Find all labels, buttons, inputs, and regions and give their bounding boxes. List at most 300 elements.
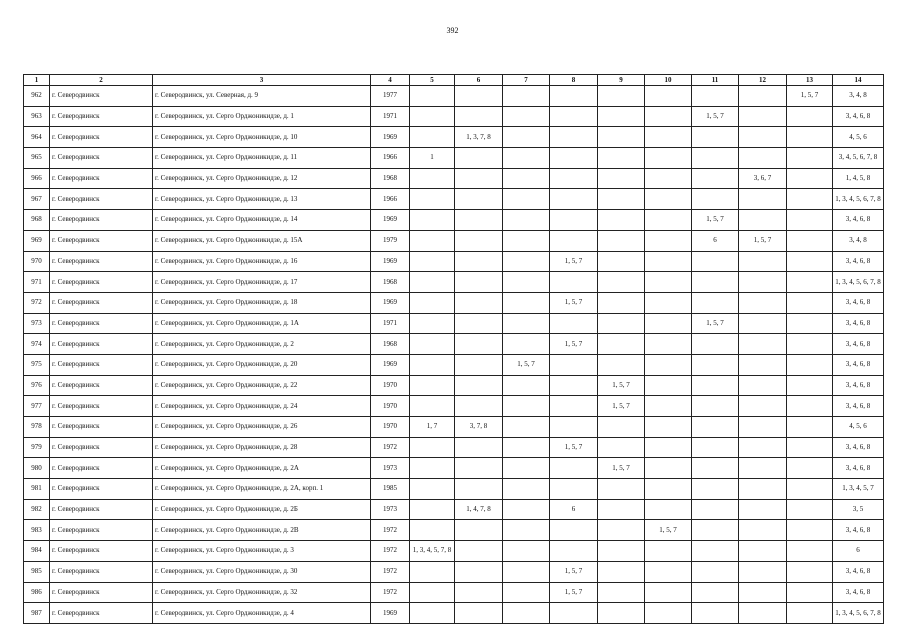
column-header: 4 <box>371 75 410 86</box>
table-cell <box>550 313 598 334</box>
table-cell <box>598 106 645 127</box>
table-cell: 984 <box>24 541 50 562</box>
table-cell <box>503 148 550 169</box>
table-cell: 3, 4, 6, 8 <box>833 437 884 458</box>
table-cell: г. Северодвинск <box>50 541 153 562</box>
table-cell <box>598 313 645 334</box>
table-cell <box>692 189 739 210</box>
table-row <box>24 313 884 334</box>
table-cell <box>598 354 645 375</box>
column-header: 7 <box>503 75 550 86</box>
table-row <box>24 354 884 375</box>
table-cell: г. Северодвинск, ул. Серго Орджоникидзе, д. 2А <box>153 458 371 479</box>
table-cell: 4, 5, 6 <box>833 127 884 148</box>
table-cell <box>598 230 645 251</box>
table-cell: г. Северодвинск <box>50 582 153 603</box>
table-cell <box>455 437 503 458</box>
table-cell: г. Северодвинск, ул. Серго Орджоникидзе, д. 10 <box>153 127 371 148</box>
table-cell <box>645 210 692 231</box>
table-cell: г. Северодвинск, ул. Серго Орджоникидзе, д. 17 <box>153 272 371 293</box>
table-row <box>24 582 884 603</box>
table-cell: 986 <box>24 582 50 603</box>
table-cell <box>550 603 598 624</box>
table-cell <box>503 499 550 520</box>
column-header: 8 <box>550 75 598 86</box>
table-cell <box>692 272 739 293</box>
table-cell <box>739 272 787 293</box>
table-cell <box>503 334 550 355</box>
table-cell <box>598 86 645 107</box>
table-cell <box>739 148 787 169</box>
table-cell: 4, 5, 6 <box>833 417 884 438</box>
table-cell: 975 <box>24 354 50 375</box>
table-cell <box>550 520 598 541</box>
table-cell: 1, 3, 4, 5, 6, 7, 8 <box>833 603 884 624</box>
table-cell: г. Северодвинск <box>50 479 153 500</box>
table-header <box>24 75 884 86</box>
table-row <box>24 272 884 293</box>
table-cell: 974 <box>24 334 50 355</box>
column-header: 3 <box>153 75 371 86</box>
table-cell <box>692 603 739 624</box>
table-cell <box>739 582 787 603</box>
table-cell <box>787 148 833 169</box>
table-cell: 981 <box>24 479 50 500</box>
table-row <box>24 189 884 210</box>
table-cell <box>550 210 598 231</box>
table-cell: 970 <box>24 251 50 272</box>
table-cell: 6 <box>692 230 739 251</box>
table-cell <box>550 479 598 500</box>
table-cell <box>598 334 645 355</box>
table-cell <box>455 396 503 417</box>
table-cell: 1985 <box>371 479 410 500</box>
table-cell <box>455 479 503 500</box>
table-cell <box>739 313 787 334</box>
table-cell <box>550 354 598 375</box>
table-cell <box>503 106 550 127</box>
table-cell: 1, 5, 7 <box>692 210 739 231</box>
table-cell <box>410 168 455 189</box>
table-cell: 1969 <box>371 127 410 148</box>
table-cell <box>739 541 787 562</box>
table-cell: 976 <box>24 375 50 396</box>
table-cell: г. Северодвинск, ул. Серго Орджоникидзе, д. 30 <box>153 561 371 582</box>
table-cell <box>739 189 787 210</box>
table-cell <box>645 127 692 148</box>
table-cell: 1977 <box>371 86 410 107</box>
table-cell <box>598 479 645 500</box>
table-cell <box>550 168 598 189</box>
table-cell <box>503 251 550 272</box>
table-cell: 3, 4, 8 <box>833 230 884 251</box>
table-cell <box>455 520 503 541</box>
table-cell: 1966 <box>371 189 410 210</box>
table-cell: г. Северодвинск <box>50 86 153 107</box>
table-cell <box>739 603 787 624</box>
table-cell: 1, 5, 7 <box>550 334 598 355</box>
table-cell <box>787 127 833 148</box>
table-cell: г. Северодвинск, ул. Серго Орджоникидзе, д. 2 <box>153 334 371 355</box>
table-cell: 1, 3, 4, 5, 6, 7, 8 <box>833 189 884 210</box>
table-cell <box>739 375 787 396</box>
table-cell <box>410 210 455 231</box>
table-cell <box>692 541 739 562</box>
table-cell: 968 <box>24 210 50 231</box>
table-cell: 3, 4, 6, 8 <box>833 313 884 334</box>
table-cell <box>645 230 692 251</box>
table-cell: 3, 4, 5, 6, 7, 8 <box>833 148 884 169</box>
table-cell: 983 <box>24 520 50 541</box>
table-cell: г. Северодвинск, ул. Северная, д. 9 <box>153 86 371 107</box>
table-cell: г. Северодвинск <box>50 189 153 210</box>
table-row <box>24 148 884 169</box>
table-cell: 1969 <box>371 210 410 231</box>
table-cell: 3, 4, 6, 8 <box>833 210 884 231</box>
table-cell: 3, 4, 6, 8 <box>833 520 884 541</box>
table-cell: г. Северодвинск <box>50 127 153 148</box>
table-cell <box>455 541 503 562</box>
table-row <box>24 251 884 272</box>
table-cell <box>739 210 787 231</box>
table-cell <box>598 251 645 272</box>
table-cell: 1968 <box>371 168 410 189</box>
table-cell: г. Северодвинск, ул. Серго Орджоникидзе, д. 15А <box>153 230 371 251</box>
table-cell <box>598 417 645 438</box>
table-cell: г. Северодвинск <box>50 230 153 251</box>
table-cell <box>455 375 503 396</box>
table-cell <box>645 292 692 313</box>
table-cell <box>410 251 455 272</box>
table-cell: г. Северодвинск, ул. Серго Орджоникидзе, д. 13 <box>153 189 371 210</box>
table-cell: 1972 <box>371 541 410 562</box>
table-cell <box>739 561 787 582</box>
table-cell <box>410 375 455 396</box>
table-cell <box>645 148 692 169</box>
table-cell <box>503 520 550 541</box>
table-cell <box>787 499 833 520</box>
table-cell: г. Северодвинск <box>50 458 153 479</box>
table-cell <box>787 520 833 541</box>
table-cell <box>410 127 455 148</box>
table-cell <box>503 479 550 500</box>
table-cell <box>645 603 692 624</box>
table-cell: 1970 <box>371 396 410 417</box>
table-row <box>24 541 884 562</box>
table-cell: г. Северодвинск, ул. Серго Орджоникидзе, д. 14 <box>153 210 371 231</box>
table-cell: 1972 <box>371 437 410 458</box>
table-cell <box>455 292 503 313</box>
table-cell <box>645 437 692 458</box>
table-cell <box>550 375 598 396</box>
table-cell: г. Северодвинск <box>50 334 153 355</box>
table-cell <box>739 437 787 458</box>
table-row <box>24 417 884 438</box>
table-cell: 985 <box>24 561 50 582</box>
table-cell: 1, 5, 7 <box>550 251 598 272</box>
table-cell <box>787 582 833 603</box>
table-cell: г. Северодвинск <box>50 437 153 458</box>
table-cell <box>550 417 598 438</box>
table-cell <box>787 313 833 334</box>
table-row <box>24 106 884 127</box>
table-cell <box>455 313 503 334</box>
table-cell: 6 <box>550 499 598 520</box>
table-cell: 978 <box>24 417 50 438</box>
table-cell <box>645 479 692 500</box>
table-body <box>24 86 884 624</box>
table-cell: г. Северодвинск, ул. Серго Орджоникидзе, д. 3 <box>153 541 371 562</box>
table-cell: г. Северодвинск, ул. Серго Орджоникидзе, д. 1 <box>153 106 371 127</box>
table-cell <box>550 272 598 293</box>
table-cell <box>410 603 455 624</box>
table-cell: г. Северодвинск, ул. Серго Орджоникидзе, д. 20 <box>153 354 371 375</box>
table-row <box>24 458 884 479</box>
table-cell <box>550 541 598 562</box>
table-cell <box>692 417 739 438</box>
table-cell <box>455 582 503 603</box>
table-cell <box>410 396 455 417</box>
table-cell: 1, 3, 4, 5, 6, 7, 8 <box>833 272 884 293</box>
table-cell: 965 <box>24 148 50 169</box>
table-cell <box>503 437 550 458</box>
table-cell <box>598 603 645 624</box>
column-header: 5 <box>410 75 455 86</box>
table-cell <box>550 230 598 251</box>
table-cell <box>550 106 598 127</box>
column-header: 10 <box>645 75 692 86</box>
table-cell <box>645 334 692 355</box>
table-cell <box>455 272 503 293</box>
table-cell <box>645 458 692 479</box>
table-cell <box>787 417 833 438</box>
table-cell <box>692 86 739 107</box>
column-header: 6 <box>455 75 503 86</box>
table-cell: 1971 <box>371 106 410 127</box>
table-cell <box>787 458 833 479</box>
table-cell <box>410 354 455 375</box>
table-cell <box>455 354 503 375</box>
table-cell <box>787 603 833 624</box>
table-cell <box>692 168 739 189</box>
table-cell: г. Северодвинск, ул. Серго Орджоникидзе, д. 2Б <box>153 499 371 520</box>
table-cell <box>645 375 692 396</box>
table-cell <box>503 210 550 231</box>
table-cell: 3, 4, 6, 8 <box>833 251 884 272</box>
housing-table <box>23 74 884 624</box>
table-cell: 1966 <box>371 148 410 169</box>
table-cell <box>410 230 455 251</box>
table-row <box>24 292 884 313</box>
table-cell: г. Северодвинск <box>50 168 153 189</box>
table-cell <box>598 541 645 562</box>
table-cell: 977 <box>24 396 50 417</box>
table-cell <box>598 520 645 541</box>
table-cell <box>455 561 503 582</box>
table-cell <box>739 106 787 127</box>
table-row <box>24 334 884 355</box>
table-cell <box>410 334 455 355</box>
table-cell <box>787 272 833 293</box>
column-header: 14 <box>833 75 884 86</box>
table-cell: 3, 4, 6, 8 <box>833 354 884 375</box>
table-cell: г. Северодвинск <box>50 354 153 375</box>
table-cell <box>787 541 833 562</box>
table-cell <box>455 230 503 251</box>
table-cell <box>503 396 550 417</box>
table-cell <box>550 396 598 417</box>
table-cell: г. Северодвинск <box>50 499 153 520</box>
table-cell: г. Северодвинск <box>50 148 153 169</box>
table-row <box>24 86 884 107</box>
table-cell <box>598 292 645 313</box>
table-cell: г. Северодвинск <box>50 396 153 417</box>
table-cell: 987 <box>24 603 50 624</box>
table-cell: 3, 6, 7 <box>739 168 787 189</box>
table-cell <box>598 148 645 169</box>
table-cell: 1979 <box>371 230 410 251</box>
table-cell: 1969 <box>371 603 410 624</box>
table-cell: 3, 4, 6, 8 <box>833 582 884 603</box>
table-cell <box>692 437 739 458</box>
table-cell: 1, 4, 5, 8 <box>833 168 884 189</box>
table-cell: 1 <box>410 148 455 169</box>
table-cell <box>410 499 455 520</box>
table-cell <box>739 354 787 375</box>
table-cell <box>503 86 550 107</box>
table-cell <box>455 458 503 479</box>
table-cell: 1969 <box>371 251 410 272</box>
table-cell: 971 <box>24 272 50 293</box>
table-cell: 1969 <box>371 354 410 375</box>
table-cell <box>455 251 503 272</box>
table-cell <box>410 479 455 500</box>
table-cell: 3, 4, 8 <box>833 86 884 107</box>
table-row <box>24 520 884 541</box>
table-cell <box>410 86 455 107</box>
table-cell: 3, 5 <box>833 499 884 520</box>
table-cell: 967 <box>24 189 50 210</box>
table-cell <box>645 541 692 562</box>
table-cell: 1, 7 <box>410 417 455 438</box>
table-cell: г. Северодвинск, ул. Серго Орджоникидзе, д. 32 <box>153 582 371 603</box>
table-cell <box>598 561 645 582</box>
table-cell: г. Северодвинск, ул. Серго Орджоникидзе, д. 28 <box>153 437 371 458</box>
table-cell <box>739 520 787 541</box>
table-cell <box>787 189 833 210</box>
table-row <box>24 437 884 458</box>
table-cell <box>645 168 692 189</box>
page-number: 392 <box>446 26 459 35</box>
table-cell <box>739 499 787 520</box>
table-row <box>24 127 884 148</box>
table-cell <box>739 417 787 438</box>
table-row <box>24 603 884 624</box>
table-cell <box>645 561 692 582</box>
column-header: 1 <box>24 75 50 86</box>
table-cell <box>598 189 645 210</box>
table-cell <box>692 292 739 313</box>
table-cell <box>739 292 787 313</box>
table-cell <box>503 230 550 251</box>
table-cell <box>692 561 739 582</box>
table-cell <box>455 603 503 624</box>
table-cell: г. Северодвинск, ул. Серго Орджоникидзе, д. 12 <box>153 168 371 189</box>
table-cell <box>645 272 692 293</box>
table-cell: г. Северодвинск <box>50 375 153 396</box>
table-cell: 1, 5, 7 <box>692 313 739 334</box>
table-cell <box>645 189 692 210</box>
table-cell <box>410 520 455 541</box>
table-cell: 973 <box>24 313 50 334</box>
table-row <box>24 230 884 251</box>
table-cell: г. Северодвинск <box>50 561 153 582</box>
table-cell <box>410 582 455 603</box>
table-cell <box>787 375 833 396</box>
table-cell: 1972 <box>371 582 410 603</box>
column-header: 12 <box>739 75 787 86</box>
table-cell: г. Северодвинск, ул. Серго Орджоникидзе, д. 11 <box>153 148 371 169</box>
table-cell: 3, 4, 6, 8 <box>833 106 884 127</box>
table-cell: г. Северодвинск, ул. Серго Орджоникидзе, д. 1А <box>153 313 371 334</box>
table-cell: 962 <box>24 86 50 107</box>
table-cell: 3, 7, 8 <box>455 417 503 438</box>
table-cell: г. Северодвинск, ул. Серго Орджоникидзе, д. 18 <box>153 292 371 313</box>
table-cell <box>455 168 503 189</box>
table-cell <box>739 251 787 272</box>
table-cell <box>550 189 598 210</box>
table-cell: 1, 5, 7 <box>645 520 692 541</box>
table-cell <box>645 313 692 334</box>
table-cell <box>598 127 645 148</box>
table-cell: 1, 5, 7 <box>739 230 787 251</box>
table-cell: г. Северодвинск <box>50 603 153 624</box>
table-cell: 3, 4, 6, 8 <box>833 458 884 479</box>
table-cell <box>787 251 833 272</box>
table-cell: 1, 5, 7 <box>550 582 598 603</box>
table-cell <box>503 582 550 603</box>
table-cell <box>692 479 739 500</box>
table-cell: г. Северодвинск, ул. Серго Орджоникидзе, д. 24 <box>153 396 371 417</box>
table-cell: 1, 5, 7 <box>550 292 598 313</box>
table-cell: 1, 5, 7 <box>550 437 598 458</box>
column-header: 13 <box>787 75 833 86</box>
table-cell <box>692 375 739 396</box>
table-cell <box>503 561 550 582</box>
table-cell: г. Северодвинск <box>50 272 153 293</box>
table-cell: 1, 5, 7 <box>550 561 598 582</box>
table-cell: г. Северодвинск, ул. Серго Орджоникидзе, д. 22 <box>153 375 371 396</box>
table-cell <box>598 272 645 293</box>
table-cell: 1972 <box>371 561 410 582</box>
table-cell <box>550 148 598 169</box>
table-cell: г. Северодвинск <box>50 520 153 541</box>
table-cell <box>410 437 455 458</box>
table-cell <box>692 251 739 272</box>
table-cell: 1, 3, 4, 5, 7, 8 <box>410 541 455 562</box>
table-cell <box>739 396 787 417</box>
table-cell <box>787 334 833 355</box>
table-cell: 1, 3, 4, 5, 7 <box>833 479 884 500</box>
table-cell <box>455 86 503 107</box>
table-cell: г. Северодвинск <box>50 210 153 231</box>
table-cell: 1973 <box>371 458 410 479</box>
table-cell <box>503 292 550 313</box>
table-cell: 3, 4, 6, 8 <box>833 375 884 396</box>
table-cell <box>455 210 503 231</box>
table-cell: г. Северодвинск, ул. Серго Орджоникидзе, д. 16 <box>153 251 371 272</box>
table-row <box>24 210 884 231</box>
